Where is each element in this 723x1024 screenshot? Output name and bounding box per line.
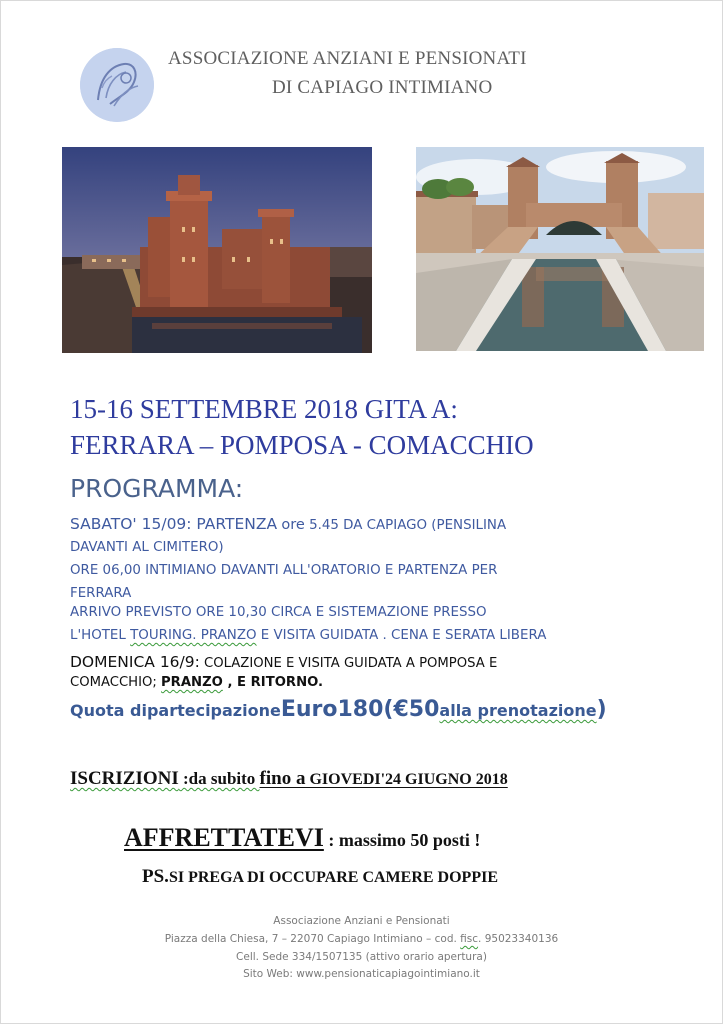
price-line xyxy=(70,697,607,722)
sabato-label: SABATO' 15/09: PARTENZA xyxy=(70,515,278,533)
hotel-prefix: L'HOTEL xyxy=(70,628,126,643)
urgency-rest: : massimo 50 posti ! xyxy=(323,830,481,850)
program-line-4: FERRARA xyxy=(70,586,132,601)
trip-date-title: 15-16 SETTEMBRE 2018 GITA A: xyxy=(70,394,458,424)
domenica-line-2 xyxy=(70,675,323,690)
pranzo-bold: PRANZO xyxy=(161,675,223,690)
footer-phone: Cell. Sede 334/1507135 (attivo orario apertura) xyxy=(236,951,487,963)
sabato-ore: ore xyxy=(281,517,305,533)
footer-website[interactable]: Sito Web: www.pensionaticapiagointimiano.it xyxy=(243,968,480,980)
program-line-3: ORE 06,00 INTIMIANO DAVANTI ALL'ORATORIO E PARTENZA PER xyxy=(70,563,498,578)
comacchio-text: COMACCHIO; xyxy=(70,675,157,690)
ps-label: PS. xyxy=(142,866,169,887)
deposit-amount: €50 xyxy=(393,697,440,722)
program-line-6 xyxy=(70,628,546,643)
registration-part1: :da subito xyxy=(178,769,260,788)
program-line-6-rest: E VISITA GUIDATA . CENA E SERATA LIBERA xyxy=(256,628,547,643)
price-open-paren: ( xyxy=(383,697,394,722)
urgency-label: AFFRETTATEVI xyxy=(124,823,324,852)
registration-part2: fino a xyxy=(259,768,306,789)
pranzo-text: . PRANZO xyxy=(192,628,257,643)
castle-photo xyxy=(62,147,372,353)
sabato-rest: 5.45 DA CAPIAGO (PENSILINA xyxy=(309,518,507,533)
bridge-photo xyxy=(416,147,704,351)
ritorno-bold: , E RITORNO. xyxy=(222,675,324,690)
price-close-paren: ) xyxy=(596,697,607,722)
association-name-line2: DI CAPIAGO INTIMIANO xyxy=(272,77,493,98)
program-heading: PROGRAMMA: xyxy=(70,474,244,503)
program-line-sabato xyxy=(70,515,506,533)
registration-label: ISCRIZIONI xyxy=(70,768,179,789)
domenica-line xyxy=(70,652,497,671)
urgency-line xyxy=(124,823,480,853)
association-name-line1: ASSOCIAZIONE ANZIANI E PENSIONATI xyxy=(168,48,527,69)
price-label: Quota dipartecipazione xyxy=(70,701,281,720)
ps-line xyxy=(142,866,498,888)
program-line-5: ARRIVO PREVISTO ORE 10,30 CIRCA E SISTEMAZIONE PRESSO xyxy=(70,605,487,620)
footer-address xyxy=(0,933,723,945)
footer-address-c: . 95023340136 xyxy=(478,933,559,945)
hotel-name: TOURING xyxy=(130,628,193,643)
price-amount: Euro180 xyxy=(280,697,384,722)
trip-route-title: FERRARA – POMPOSA - COMACCHIO xyxy=(70,430,534,460)
footer-association: Associazione Anziani e Pensionati xyxy=(273,915,450,927)
program-line-2: DAVANTI AL CIMITERO) xyxy=(70,540,224,555)
footer-fisc: fisc xyxy=(460,933,479,945)
domenica-label: DOMENICA 16/9: xyxy=(70,653,200,671)
registration-deadline: GIOVEDI'24 GIUGNO 2018 xyxy=(305,771,508,788)
ps-rest: SI PREGA DI OCCUPARE CAMERE DOPPIE xyxy=(168,869,498,886)
deposit-note: alla prenotazione xyxy=(439,701,597,720)
footer-address-a: Piazza della Chiesa, 7 – 22070 Capiago Intimiano – cod. xyxy=(164,933,461,945)
registration-line xyxy=(70,768,508,790)
domenica-rest: COLAZIONE E VISITA GUIDATA A POMPOSA E xyxy=(199,656,498,671)
association-logo xyxy=(80,48,154,122)
